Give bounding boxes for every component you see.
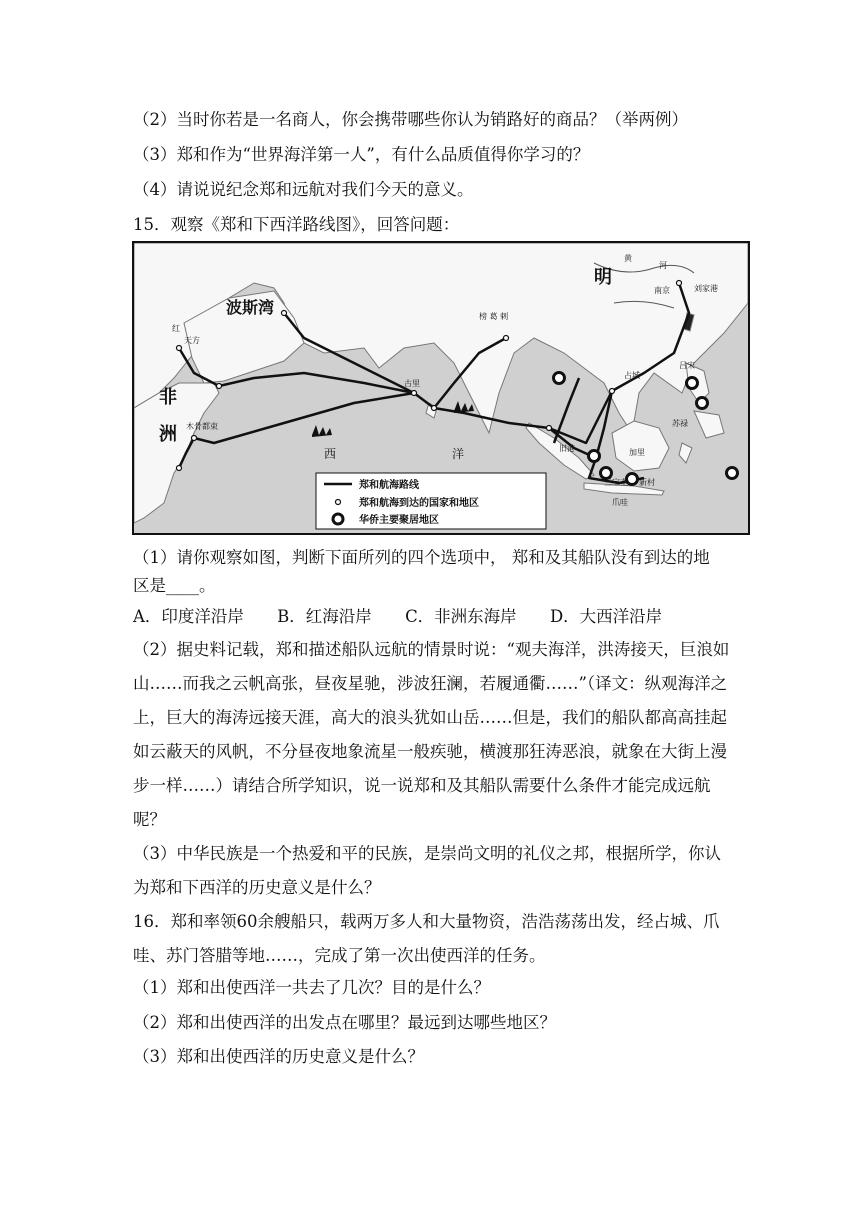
option-c: C．非洲东海岸	[405, 607, 517, 626]
label-xincun: 新村	[639, 478, 655, 487]
label-persian-gulf: 波斯湾	[226, 298, 275, 317]
label-jiugang: 旧港	[559, 444, 575, 453]
option-a: A．印度洋沿岸	[133, 607, 244, 626]
label-guli: 古里	[404, 379, 420, 388]
q15-stem: 15．观察《郑和下西洋路线图》，回答问题：	[133, 215, 460, 234]
label-sulu: 苏禄	[672, 419, 688, 428]
label-zhancheng: 占城	[624, 371, 640, 380]
q16-sub2: （2）郑和出使西洋的出发点在哪里？最远到达哪些地区？	[133, 1013, 556, 1032]
label-africa-1: 非	[159, 387, 177, 408]
q16-sub3: （3）郑和出使西洋的历史意义是什么？	[133, 1047, 424, 1066]
label-huanghe-2: 河	[659, 261, 667, 270]
label-ocean-2: 洋	[452, 447, 465, 461]
label-nanjing: 南京	[654, 286, 670, 295]
q14-sub4: （4）请说说纪念郑和远航对我们今天的意义。	[133, 180, 474, 199]
label-jiali: 加里	[629, 448, 645, 457]
q15-sub1-line2: 区是____。	[133, 576, 216, 595]
q15-options	[133, 606, 690, 628]
map-legend	[316, 473, 546, 529]
legend-visited-label: 郑和航海到达的国家和地区	[359, 498, 479, 509]
label-africa-2: 洲	[159, 424, 177, 445]
label-ming: 明	[594, 267, 612, 288]
label-sanbaolong: 三宝垄	[604, 478, 628, 487]
label-liujiagang: 刘家港	[694, 284, 718, 293]
q15-sub2: （2）据史料记载，郑和描述船队远航的情景时说：“观夫海洋，洪涛接天，巨浪如山……而我之云帆高张，昼夜星驰，涉波狂澜，若履通衢……”（译文：纵观海洋之上，巨大的海涛远接天涯，高大的浪头犹如山岳……但是，我们的船队都高高挂起如云蔽天的风帆，不分昼夜地象流星一般疾驰，横渡那狂涛恶浪，就象在大街上漫步一样……）请结合所学知识，说一说郑和及其船队需要什么条件才能完成远航呢？	[133, 640, 730, 829]
label-zhaowa: 爪哇	[612, 498, 628, 507]
q16-stem: 16．郑和率领60余艘船只，载两万多人和大量物资，浩浩荡荡出发，经占城、爪哇、苏门答腊等地……，完成了第一次出使西洋的任务。	[133, 912, 720, 965]
q14-sub3: （3）郑和作为“世界海洋第一人”，有什么品质值得你学习的？	[133, 145, 590, 164]
label-red-sea: 红	[172, 324, 180, 333]
legend-route-label: 郑和航海路线	[359, 480, 419, 491]
q14-sub2: （2）当时你若是一名商人，你会携带哪些你认为销路好的商品？（举两例）	[133, 110, 688, 129]
zhenghe-route-map	[132, 241, 750, 535]
label-tianfang: 天方	[184, 336, 200, 345]
q16-sub1: （1）郑和出使西洋一共去了几次？目的是什么？	[133, 978, 490, 997]
label-bangala: 榜 葛 剌	[479, 312, 509, 321]
label-mogadishu: 木骨都束	[186, 422, 218, 431]
q15-sub3: （3）中华民族是一个热爱和平的民族，是崇尚文明的礼仪之邦，根据所学，你认为郑和下西洋的历史意义是什么？	[133, 844, 721, 897]
q15-sub1-line1: （1）请你观察如图，判断下面所列的四个选项中， 郑和及其船队没有到达的地	[133, 548, 710, 567]
label-huanghe-1: 黄	[624, 254, 632, 263]
label-ocean-1: 西	[324, 447, 337, 461]
legend-overseas-label: 华侨主要聚居地区	[359, 515, 439, 526]
option-d: D．大西洋沿岸	[549, 607, 663, 626]
label-lusong: 吕宋	[679, 361, 695, 370]
option-b: B．红海沿岸	[277, 607, 372, 626]
